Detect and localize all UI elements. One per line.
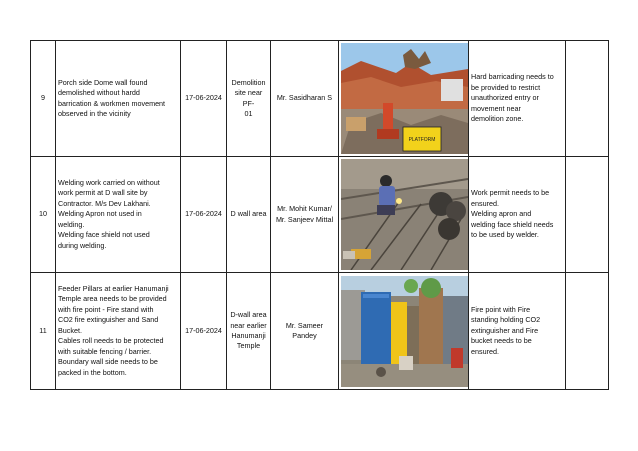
observation-line: packed in the bottom. — [58, 367, 127, 377]
responsible-person-cell — [271, 157, 339, 273]
location-line: Temple — [236, 341, 261, 351]
date-cell: 17-06-2024 — [181, 273, 227, 390]
action-cell — [469, 41, 566, 157]
observation-line: welding. — [58, 219, 85, 229]
action-line: extinguisher and Fire — [471, 325, 539, 335]
action-line: ensured. — [471, 346, 499, 356]
location-line: Hanumanji — [231, 331, 266, 340]
action-line: to be used by welder. — [471, 230, 539, 240]
observation-line: during welding. — [58, 240, 107, 250]
serial-number-cell: 11 — [31, 273, 56, 390]
date-cell: 17-06-2024 — [181, 41, 227, 157]
person-line: Mr. Sameer — [285, 320, 324, 330]
serial-number-cell: 10 — [31, 157, 56, 273]
observation-line: CO2 fire extinguisher and Sand — [58, 315, 159, 325]
observation-line: Boundary wall side needs to be — [58, 357, 158, 367]
observation-line: with fire point - Fire stand with — [58, 304, 154, 314]
observation-cell — [56, 41, 181, 157]
demolition-site-photo — [341, 43, 468, 154]
location-line: D-wall area — [230, 310, 267, 320]
action-line: welding face shield needs — [471, 219, 554, 229]
location-cell — [227, 273, 271, 390]
action-line: unauthorized entry or — [471, 93, 539, 103]
location-cell — [227, 41, 271, 157]
photo-cell — [339, 41, 469, 157]
action-line: ensured. — [471, 198, 499, 208]
responsible-person-cell — [271, 41, 339, 157]
observation-line: Welding face shield not used — [58, 230, 150, 240]
action-line: movement near — [471, 103, 521, 113]
action-line: bucket needs to be — [471, 336, 532, 346]
observation-line: Temple area needs to be provided — [58, 294, 167, 304]
observation-line: observed in the vicinity — [58, 108, 131, 118]
observation-line: with suitable fencing / barrier. — [58, 346, 152, 356]
observation-line: Porch side Dome wall found — [58, 77, 148, 87]
observation-line: Welding Apron not used in — [58, 209, 142, 219]
action-line: Work permit needs to be — [471, 188, 550, 198]
observation-line: Cables roll needs to be protected — [58, 336, 164, 346]
serial-number-cell: 9 — [31, 41, 56, 157]
person-line: Mr. Sanjeev Mittal — [275, 214, 334, 224]
observation-line: barrication & workmen movement — [58, 98, 166, 108]
location-cell — [227, 157, 271, 273]
action-line: Hard barricading needs to — [471, 72, 554, 82]
observation-line: Welding work carried on without — [58, 177, 160, 187]
person-line: Pandey — [292, 331, 317, 340]
action-cell — [469, 157, 566, 273]
remarks-cell — [566, 41, 609, 157]
photo-cell — [339, 273, 469, 390]
remarks-cell — [566, 157, 609, 273]
action-line: demolition zone. — [471, 114, 524, 124]
remarks-cell — [566, 273, 609, 390]
observation-line: Bucket. — [58, 325, 82, 335]
location-line: 01 — [244, 108, 253, 118]
observation-line: demolished without hardd — [58, 88, 140, 98]
observation-cell — [56, 157, 181, 273]
table-row — [31, 157, 609, 273]
feeder-pillar-photo — [341, 276, 468, 387]
action-line: Welding apron and — [471, 209, 532, 219]
table-row — [31, 41, 609, 157]
observation-table — [30, 40, 609, 390]
action-line: Fire point with Fire — [471, 304, 531, 314]
date-cell: 17-06-2024 — [181, 157, 227, 273]
observation-line: work permit at D wall site by — [58, 188, 148, 198]
location-line: near earlier — [230, 320, 267, 330]
action-cell — [469, 273, 566, 390]
observation-cell — [56, 273, 181, 390]
photo-cell — [339, 157, 469, 273]
observation-line: Contractor. M/s Dev Lakhani. — [58, 198, 151, 208]
observation-line: Feeder Pillars at earlier Hanumanji — [58, 284, 169, 294]
action-line: standing holding CO2 — [471, 315, 541, 325]
responsible-person-cell — [271, 273, 339, 390]
location-line: site near PF- — [234, 88, 263, 108]
action-line: be provided to restrict — [471, 82, 541, 92]
person-line: Mr. Mohit Kumar/ — [277, 204, 332, 214]
welding-work-photo — [341, 159, 468, 270]
person-line: Mr. Sasidharan S — [276, 93, 333, 103]
location-line: Demolition — [231, 77, 266, 87]
location-line: D wall area — [230, 209, 267, 219]
photo-sign-text: PLATFORM — [408, 137, 436, 143]
table-row — [31, 273, 609, 390]
